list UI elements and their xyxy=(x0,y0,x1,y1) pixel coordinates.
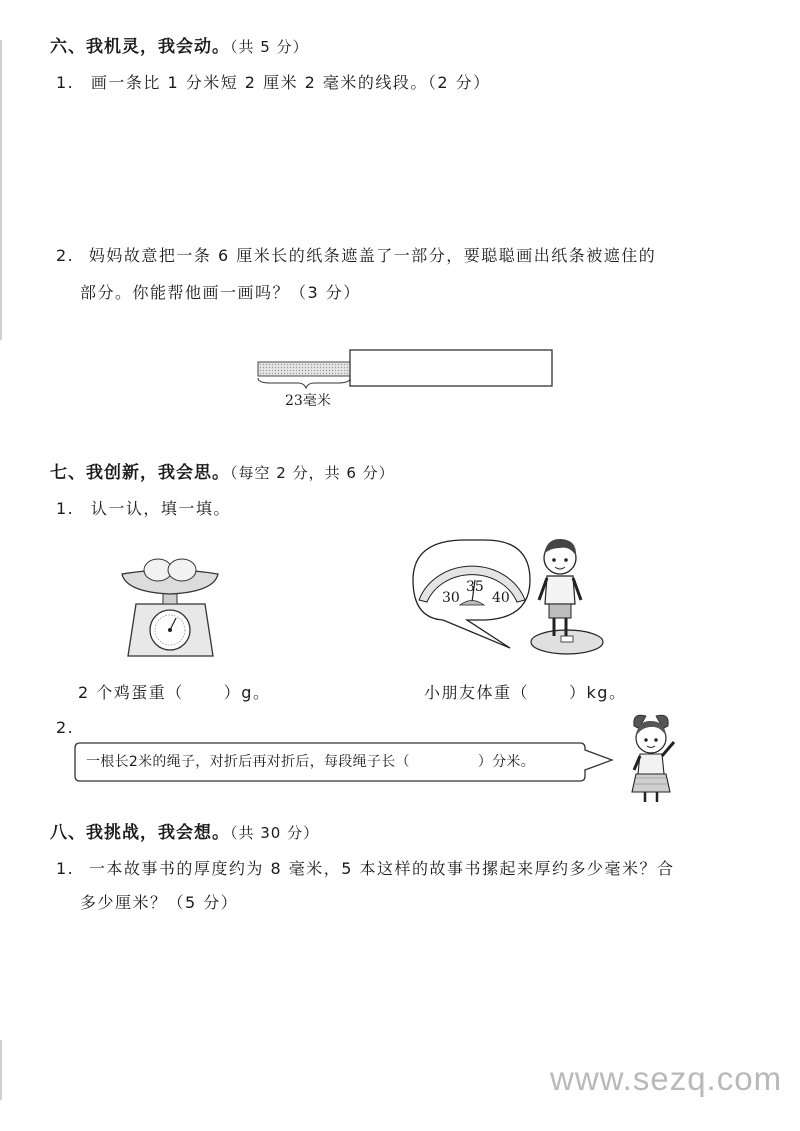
page-edge xyxy=(0,1040,2,1100)
section-8-heading xyxy=(50,818,319,843)
section-6-points: （共 5 分） xyxy=(230,38,309,56)
kid-weight-prefix: 小朋友体重（ xyxy=(424,683,530,702)
s6-q1-text: 画一条比 1 分米短 2 厘米 2 毫米的线段。（2 分） xyxy=(90,73,491,92)
dial-mark-35: 35 xyxy=(466,579,484,595)
eggs-weight-suffix: ）g。 xyxy=(223,683,271,702)
strip-length-label: 23毫米 xyxy=(285,393,331,409)
rope-question-suffix: ）分米。 xyxy=(477,754,536,770)
s6-q1 xyxy=(56,70,491,93)
scale-dial xyxy=(150,610,190,650)
s7-q1-num: 1. xyxy=(56,499,75,518)
section-8-title: 八、我挑战，我会想。 xyxy=(50,823,230,843)
section-8-points: （共 30 分） xyxy=(230,824,320,842)
section-7-title: 七、我创新，我会思。 xyxy=(50,463,230,483)
kitchen-scale-with-eggs-image xyxy=(118,552,223,662)
s6-q2-line1 xyxy=(56,243,656,266)
paper-strip-figure xyxy=(250,345,560,395)
covering-card xyxy=(350,350,552,386)
s7-q2-num: 2. xyxy=(56,718,75,737)
s7-q1-text: 认一认，填一填。 xyxy=(90,499,231,518)
visible-strip-part xyxy=(258,362,350,376)
s6-q2-num: 2. xyxy=(56,246,75,265)
s6-q2-text-1: 妈妈故意把一条 6 厘米长的纸条遮盖了一部分，要聪聪画出纸条被遮住的 xyxy=(88,246,657,265)
kid-weight-suffix: ）kg。 xyxy=(569,683,627,702)
section-7-heading xyxy=(50,458,395,483)
rope-question-text xyxy=(86,751,535,771)
watermark: www.sezq.com xyxy=(550,1060,783,1097)
eggs-weight-prefix: 2 个鸡蛋重（ xyxy=(78,683,184,702)
girl-figure-image xyxy=(622,712,684,804)
kid-figure xyxy=(539,539,581,636)
s8-q1-num: 1. xyxy=(56,859,75,878)
section-7-points: （每空 2 分，共 6 分） xyxy=(230,464,395,482)
rope-question-prefix: 一根长2米的绳子，对折后再对折后，每段绳子长（ xyxy=(86,754,410,770)
section-6-heading xyxy=(50,32,309,57)
s7-q1 xyxy=(56,496,231,519)
s8-q1-line1 xyxy=(56,856,674,879)
dial-mark-30: 30 xyxy=(442,590,460,606)
measure-brace xyxy=(258,378,350,388)
eggs-weight-blank xyxy=(78,680,270,703)
page-edge xyxy=(0,40,2,340)
s8-q1-text-1: 一本故事书的厚度约为 8 毫米，5 本这样的故事书摞起来厚约多少毫米？合 xyxy=(88,859,675,878)
kid-weight-blank xyxy=(424,680,626,703)
s8-q1-line2: 多少厘米？（5 分） xyxy=(80,893,239,912)
s6-q2-line2: 部分。你能帮他画一画吗？（3 分） xyxy=(80,283,361,302)
body-scale-with-kid-image xyxy=(405,530,615,660)
section-6-title: 六、我机灵，我会动。 xyxy=(50,37,230,57)
dial-mark-40: 40 xyxy=(492,590,510,606)
s6-q1-num: 1. xyxy=(56,73,75,92)
